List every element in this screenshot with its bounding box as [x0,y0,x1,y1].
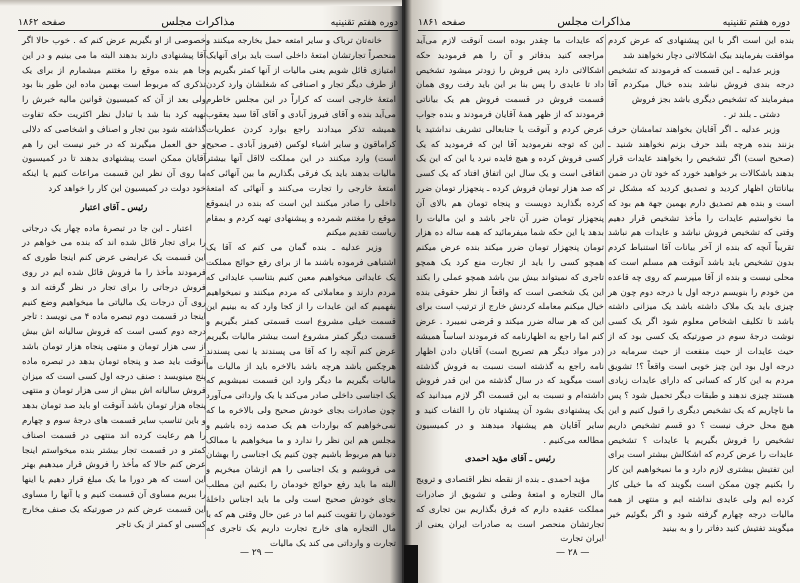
header-title: مذاکرات مجلس [557,15,631,28]
right-page-right-column [608,34,794,537]
right-page [404,0,800,583]
header-page-number: صفحه ۱۸۶۱ [418,17,466,28]
paragraph: دشتی ـ بلند تر . [723,109,780,120]
page-folio: — ۲۹ — [240,548,274,558]
left-page-left-column [22,34,206,532]
left-page-header [18,10,398,31]
paragraph: اعتبار ـ این جا در تبصرهٔ ماده چهار یک درجاتی را برای تجار قائل شده اند که بنده می خواهم در این قسمت یک عرایضی عرض کنم اینجا طوری که فرمودند مأخذ را ما فروش قائل شده ایم در روی فروش درجاتی را برای تجار در نظر گرفته اند و روی آن درجات یک مالیاتی ما میخواهیم وضع کنیم اینجا در قسمت دوم تبصره ماده ۴ می نویسد : تاجر درجه دوم کسی است که فروش سالیانه اش بیش از سی هزار تومان و منتهی پنجاه هزار تومان باشد آنوقت باید صد و پنجاه تومان بدهد در تبصره ماده پنج مینویسد : صنف درجه اول کسی است که میزان فروش سالیانه اش بیش از سی هزار تومان و منتهی پنجاه هزار تومان باشد آنوقت او باید صد تومان بدهد و باین تناسب سایر قسمت های درجهٔ سوم و چهارم را هم رعایت کرده اند منتهی در قسمت اصناف کمتر و در قسمت تجار بیشتر بنده میخواستم اینجا عرض کنم حالا که مأخذ را فروش قرار میدهیم بهتر این است که هر دورا ما یک مبلغ قرار دهیم یا اینها را ببریم مساوی آن قسمت کنیم و یا آنها را مساوی این قسمت عرض کنم در صورتیکه یک صنف مخارج کسبی او کمتر از یک تاجر [22,223,206,530]
right-page-left-column [416,34,604,547]
page-folio: — ۲۸ — [556,548,590,558]
speaker-heading: رئیس ـ آقای اعتبار [80,202,148,213]
paragraph: خانه‌تان ترباک و سایر امتعه حمل بخارجه میکنند و منحصراً تجارتشان امتعهٔ داخلی است باید برای آنهایک امتیازی قائل شویم یعنی مالیات از آنها کمتر بگیریم و از طرف دیگر تجار و اصنافی که شغلشان وارد کردن امتعهٔ خارجی است که کراراً در این مجلس خاطرم می‌آید بنده و آقای فیروز آبادی و آقای آقا سید یعقوب همیشه تذکر میدادند راجع بوارد کردن عطریات کراماقون و سایر اشیاء لوکس (فیروز آبادی ـ صحیح است) وارد میکنند در این مملکت لااقل آنها بیشتر مالیات بدهند باید یک فرقی بگذاریم ما بین آنهائی که امتعهٔ خارجی را تجارت می‌کنند و آنهائی که امتعهٔ داخلی را صادر میکنند این است که بنده در اینموقع موقع را مغتنم شمرده و پیشنهادی تهیه کردم و بمقام ریاست تقدیم میکنم [206,36,396,239]
speaker-heading: رئیس ـ آقای مؤید احمدی [464,454,556,465]
paragraph: وزیر عدلیه ـ این قسمت که فرمودند که تشخیص درجه بندی فروش نباشد بنده خیال میکردم آقا میفرمایند که تشخیص دیگری باشد بجز فروش [608,65,794,106]
header-series: دوره هفتم تقنینیه [722,17,790,28]
paragraph: مؤید احمدی ـ بنده از نقطه نظر اقتصادی و ترویج مال التجاره و امتعهٔ وطنی و تشویق از صادرات مملکت عقیده دارم که فرق بگذاریم بین تجاری که تجارتشان منحصر است به صادرات ایران یعنی از ایران تجارت [416,475,604,545]
header-page-number: صفحه ۱۸۶۲ [18,17,66,28]
right-page-header [418,10,790,31]
left-page-right-column [206,34,396,552]
paragraph: که عایدات ما چقدر بوده است آنوقت لازم می‌آید مراجعه کنید بدفاتر و آن را هم فرمودید حکه اشکالاتی دارد پس فروش را زودتر میشود تشخیص داد تا عایدی را پس بنا بر این باید رفت روی همان قسمت فروش در قسمت فروش هم یک بیاناتی فرمودند که از ظهر همهٔ آقایان فرمودند و بنده جواب عرض کردم و آنوقت یا جنابعالی تشریف نداشتید یا این که توجه نفرمودید آقا این که فرمودید که یک کسی فروش کرده و هیچ فایده نبرد یا این که این یک اتفاقی است و یک سال این اتفاق افتاد که یک کسی که صد هزار تومان فروش کرده ـ پنجهزار تومان ضرر کرده بگذارید دویست و پنجاه تومان هم بالای آن پنجهزار تومان ضرر آن تاجر باشد و این مالیات را بدهد یا این حکه شما میفرمائید که همه ساله ده هزار تومان پنجهزار تومان ضرر میکند بنده عرض میکنم همچو کسی را باید از تجارت منع کرد یک همچو تاجری که نمیتواند بیش بین باشد همچو عملی را بکند این یک شخصی است که واقعاً از نظر حقوقی بنده خیال میکنم معامله کردنش خارج از ترتیب است برای این که هر ساله ضرر میکند و قرضی نمیبرد . عرض کنم اما راجع به اظهارنامه که فرمودند اساساً همیشه (در مواد دیگر هم تصریح است) آقایان دادن اظهار نامه راجع به گذشته است نسبت به فروش گذشته است میگوید که در سال گذشته من این قدر فروش داشته‌ام و نسبت به این قسمت اگر لازم میدانید که یک پیشنهادی بشود آن پیشنهاد تان را التفات کنید و سایر آقایان هم پیشنهاد میدهند و در کمیسیون مطالعه می‌کنیم . [416,36,604,446]
column-divider [605,34,606,539]
paragraph: وزیر عدلیه ـ بنده گمان می کنم که آقا یک اشتباهی فرموده باشند ما از برای رفع حوائج مملکت یک عایداتی میخواهیم معین کنیم بتناسب عایداتی که مردم دارند و معاملاتی که مردم میکنند و نمیخواهیم بفهمیم که این عایدات را از کجا وارد که به بینیم این قسمت خیلی مشروع است قسمتی کمتر بگیریم و قسمت دیگر کمتر مشروع است بیشتر مالیات بگیریم عرض کنم آنچه را که آقا می پسندند یا نمی پسندند هرچکس باشد هرچه باشد بالاخره باید از مالیات ما مالیات بگیریم ما دیگر وارد این قسمت نمیشویم که یک اجناسی داخلی صادر می‌کند یا یک وارداتی می‌آورد چون صادرات بجای خودش صحیح ولی بالاخره ما که نمی‌خواهیم که بواردات هم یک صدمه زده باشیم و مجلس هم این نظر را ندارد و ما میخواهیم با ممالک دنیا هم مربوط باشیم چون کنیم یک اجناسی را بهشان می فروشیم و یک اجناسی را هم ازشان میخریم و البته ما باید رفع حوائج خودمان را بکنیم این مطلب بجای خودش صحیح است ولی ما باید اجناس داخلهٔ خودمان را تقویت کنیم اما در عین حال وقتی هم که با مال التجاره های خارج تجارت داریم یک تاجری که تجارت و وارداتی می کند یک مالیات [206,243,396,550]
header-series: دوره هفتم تقنینیه [330,17,398,28]
header-title: مذاکرات مجلس [161,15,235,28]
paragraph: خصوصی از او بگیریم عرض کنم که . خوب حالا اگر آقا پیشنهادی دارند بدهند البته ما می بینیم و در این جا هم بنده موقع را مغتنم میشمارم از برای یک تذکری که مربوط است بهمین ماده این طور بنا بود ولی بعد از آن که کمیسیون قوانین مالیه خبرش را تهیه کرد بنا شد با تبادل نظر اکثریت حکه تفاوت گذاشته شود بین تجار و اصناف و اشخاصی که دلالی و حق العمل میگیرند که در خبر نیست این را هم آقایان ممکن است پیشنهادی بدهند تا در کمیسیون ما روی آن نظر این قسمت مراعات کنیم یا اینکه خود دولت در کمیسیون این کار را خواهد کرد [22,36,206,194]
paragraph: وزیر عدلیه ـ اگر آقایان بخواهند تمامشان حرف بزنند بنده هرچه بلند حرف بزنم نخواهند شنید ـ (صحیح است) اگر تشخیص را بخواهند عایدات قرار بدهند باشکالات بر خواهید خورد که خود تان در ضمن بیاناتتان اظهار کردید و تصدیق کردید که مشکل تر است و بنده هم تصدیق دارم بهمین جهة هم بود که ما نخواستیم عایدات را مأخذ تشخیص قرار دهیم وقتی که تشخیص فروش نباشد و عایدات هم نباشد تقریباً آنچه که بنده از آخر بیانات آقا استنباط کردم بدون تشخیص باید باشد آنوقت هم مسلم است که محلی نیست و بنده از آقا میپرسم که روی چه قاعده من خودم را بنویسم درجه اول یا درجه دوم چون هر چیزی باید یک ملاک داشته باشد یک میزانی داشته باشد تا تکلیف اشخاص معلوم شود اگر یک کسی نوشت درجهٔ سوم در صورتیکه یک کسی بود که از حیث عایدات از حیث منفعت از حیث سرمایه در درجه اول بود این چیز خوبی است واقعاً ؟! تشویق مردم به این کار که کسانی که دارای عایدات زیادی هستند چیزی ندهند و طبقات دیگر تحمیل شود ؟ پس ما ناچاریم که یک تشخیص دیگری را قبول کنیم و این هیچ محل حرف نیست ؟ دو قسم تشخیص داریم تشخیص را فروش بگیریم یا عایدات ؟ تشخیص عایدات را عرض کردم که اشکالش بیشتر است برای این تفتیش بیشتری لازم دارد و ما نمیخواهیم این کار را بکنیم چون ممکن است بگویند که ما خیلی کار کرده ایم ولی عایدی نداشته ایم و منتهی از همه مالیات درجه چهارم گرفته شود و اگر بگوئیم خیر میگویند تفتیش کنید دفاتر را و به بینید [608,124,794,535]
paragraph: بنده این است اگر با این پیشنهادی که عرض کردم موافقت بفرمایند بیک اشکالاتی دچار نخواهند شد [608,36,794,61]
